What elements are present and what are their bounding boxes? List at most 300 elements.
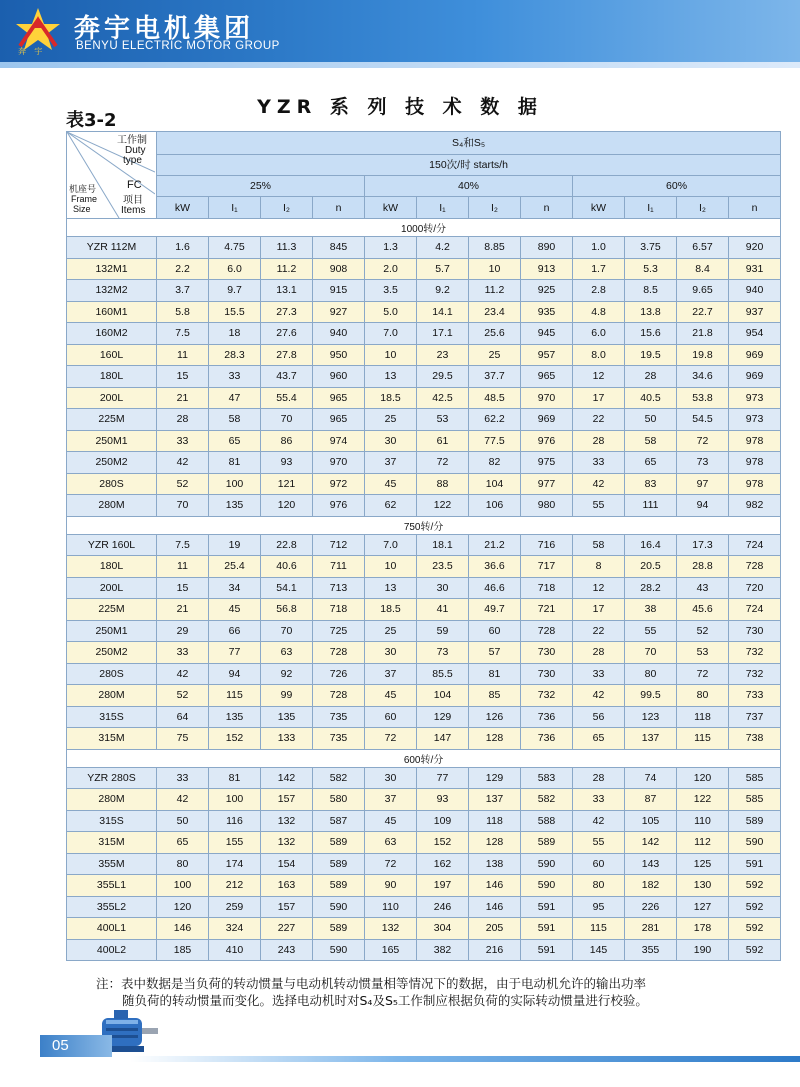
- table-cell: 965: [313, 409, 365, 431]
- table-cell: 185: [157, 939, 209, 961]
- table-cell: 95: [573, 896, 625, 918]
- table-cell: 38: [625, 599, 677, 621]
- table-cell: 937: [729, 301, 781, 323]
- table-cell: 978: [729, 430, 781, 452]
- table-cell: 589: [313, 918, 365, 940]
- table-cell: 110: [677, 810, 729, 832]
- frame-size-cell: 400L2: [67, 939, 157, 961]
- table-cell: 17: [573, 599, 625, 621]
- table-row: [67, 409, 781, 431]
- table-cell: 93: [261, 452, 313, 474]
- corner-duty-cn: 工作制: [117, 135, 147, 146]
- frame-size-cell: 160L: [67, 344, 157, 366]
- table-cell: 3.5: [365, 280, 417, 302]
- table-cell: 7.5: [157, 323, 209, 345]
- table-row: [67, 789, 781, 811]
- table-cell: 52: [677, 620, 729, 642]
- table-cell: 142: [261, 767, 313, 789]
- table-cell: 17.1: [417, 323, 469, 345]
- table-cell: 118: [677, 706, 729, 728]
- table-cell: 6.0: [209, 258, 261, 280]
- table-cell: 22: [573, 620, 625, 642]
- table-row: [67, 875, 781, 897]
- table-row: [67, 853, 781, 875]
- table-cell: 7.5: [157, 534, 209, 556]
- table-cell: 75: [157, 728, 209, 750]
- table-cell: 11.2: [469, 280, 521, 302]
- table-cell: 13: [365, 366, 417, 388]
- frame-size-cell: 355M: [67, 853, 157, 875]
- table-cell: 4.8: [573, 301, 625, 323]
- table-cell: 925: [521, 280, 573, 302]
- frame-size-cell: YZR 160L: [67, 534, 157, 556]
- table-cell: 591: [729, 853, 781, 875]
- frame-size-cell: 132M1: [67, 258, 157, 280]
- table-cell: 146: [469, 896, 521, 918]
- table-cell: 130: [677, 875, 729, 897]
- table-cell: 969: [521, 409, 573, 431]
- table-cell: 11.3: [261, 237, 313, 259]
- table-cell: 50: [625, 409, 677, 431]
- table-cell: 11.2: [261, 258, 313, 280]
- table-cell: 147: [417, 728, 469, 750]
- table-cell: 19.8: [677, 344, 729, 366]
- table-cell: 62.2: [469, 409, 521, 431]
- footer-stripe: [130, 1056, 800, 1062]
- frame-size-cell: 280S: [67, 473, 157, 495]
- table-cell: 935: [521, 301, 573, 323]
- table-cell: 592: [729, 939, 781, 961]
- table-cell: 978: [729, 452, 781, 474]
- table-cell: 97: [677, 473, 729, 495]
- table-cell: 104: [469, 473, 521, 495]
- table-cell: 957: [521, 344, 573, 366]
- table-row: [67, 663, 781, 685]
- table-cell: 730: [521, 663, 573, 685]
- frame-size-cell: 180L: [67, 366, 157, 388]
- table-cell: 718: [521, 577, 573, 599]
- table-cell: 890: [521, 237, 573, 259]
- fc-group-header: 25%: [157, 176, 365, 197]
- logo-caption: 奔 宇: [18, 47, 46, 56]
- table-cell: 728: [729, 556, 781, 578]
- table-cell: 53: [677, 642, 729, 664]
- item-column-header: I₁: [625, 197, 677, 219]
- table-row: [67, 387, 781, 409]
- table-cell: 728: [313, 685, 365, 707]
- frame-size-cell: 315S: [67, 810, 157, 832]
- table-cell: 732: [729, 663, 781, 685]
- table-cell: 720: [729, 577, 781, 599]
- table-cell: 146: [157, 918, 209, 940]
- table-cell: 25: [469, 344, 521, 366]
- table-cell: 733: [729, 685, 781, 707]
- frame-size-cell: 400L1: [67, 918, 157, 940]
- table-cell: 65: [625, 452, 677, 474]
- table-cell: 174: [209, 853, 261, 875]
- table-cell: 954: [729, 323, 781, 345]
- table-cell: 735: [313, 728, 365, 750]
- table-cell: 15.6: [625, 323, 677, 345]
- table-cell: 965: [521, 366, 573, 388]
- item-column-header: kW: [157, 197, 209, 219]
- table-row: [67, 939, 781, 961]
- table-cell: 42: [157, 452, 209, 474]
- table-cell: 99.5: [625, 685, 677, 707]
- table-cell: 120: [157, 896, 209, 918]
- frame-size-cell: 200L: [67, 577, 157, 599]
- table-cell: 133: [261, 728, 313, 750]
- table-cell: 28.3: [209, 344, 261, 366]
- table-cell: 973: [729, 409, 781, 431]
- table-cell: 120: [677, 767, 729, 789]
- table-cell: 42: [573, 473, 625, 495]
- table-cell: 27.3: [261, 301, 313, 323]
- table-cell: 940: [729, 280, 781, 302]
- corner-duty-en2: type: [123, 155, 142, 166]
- table-row: [67, 685, 781, 707]
- table-cell: 190: [677, 939, 729, 961]
- table-cell: 5.3: [625, 258, 677, 280]
- table-row: [67, 237, 781, 259]
- table-cell: 725: [313, 620, 365, 642]
- table-cell: 122: [677, 789, 729, 811]
- table-cell: 22.8: [261, 534, 313, 556]
- footnote-line-2: 随负荷的转动惯量而变化。选择电动机时对S₄及S₅工作制应根据负荷的实际转动惯量进行校验。: [122, 993, 648, 1008]
- corner-frame-cn: 机座号: [69, 184, 97, 194]
- table-cell: 4.75: [209, 237, 261, 259]
- table-cell: 109: [417, 810, 469, 832]
- table-cell: 738: [729, 728, 781, 750]
- table-cell: 960: [313, 366, 365, 388]
- table-cell: 980: [521, 495, 573, 517]
- table-row: [67, 620, 781, 642]
- table-cell: 6.0: [573, 323, 625, 345]
- table-cell: 23.5: [417, 556, 469, 578]
- table-cell: 592: [729, 875, 781, 897]
- table-cell: 64: [157, 706, 209, 728]
- table-cell: 973: [729, 387, 781, 409]
- table-cell: 13.1: [261, 280, 313, 302]
- table-cell: 732: [521, 685, 573, 707]
- table-cell: 132: [261, 832, 313, 854]
- table-cell: 47: [209, 387, 261, 409]
- table-cell: 712: [313, 534, 365, 556]
- table-cell: 123: [625, 706, 677, 728]
- table-cell: 33: [573, 663, 625, 685]
- table-cell: 182: [625, 875, 677, 897]
- table-row: [67, 706, 781, 728]
- table-cell: 15.5: [209, 301, 261, 323]
- table-cell: 913: [521, 258, 573, 280]
- table-cell: 122: [417, 495, 469, 517]
- table-cell: 41: [417, 599, 469, 621]
- table-cell: 259: [209, 896, 261, 918]
- item-column-header: n: [521, 197, 573, 219]
- table-cell: 55: [625, 620, 677, 642]
- table-cell: 135: [261, 706, 313, 728]
- table-cell: 969: [729, 344, 781, 366]
- item-column-header: n: [313, 197, 365, 219]
- frame-size-cell: 315S: [67, 706, 157, 728]
- table-cell: 165: [365, 939, 417, 961]
- frame-size-cell: 225M: [67, 409, 157, 431]
- table-cell: 70: [261, 409, 313, 431]
- table-cell: 138: [469, 853, 521, 875]
- table-cell: 135: [209, 706, 261, 728]
- table-cell: 10: [365, 344, 417, 366]
- table-cell: 2.8: [573, 280, 625, 302]
- table-cell: 45: [209, 599, 261, 621]
- table-cell: 65: [157, 832, 209, 854]
- table-cell: 83: [625, 473, 677, 495]
- table-cell: 592: [729, 918, 781, 940]
- table-cell: 63: [365, 832, 417, 854]
- table-cell: 28: [573, 430, 625, 452]
- table-cell: 132: [365, 918, 417, 940]
- table-row: [67, 258, 781, 280]
- table-cell: 732: [729, 642, 781, 664]
- table-cell: 982: [729, 495, 781, 517]
- item-column-header: I₂: [469, 197, 521, 219]
- table-cell: 10: [469, 258, 521, 280]
- table-cell: 100: [157, 875, 209, 897]
- frame-size-cell: 225M: [67, 599, 157, 621]
- table-cell: 12: [573, 577, 625, 599]
- table-cell: 105: [625, 810, 677, 832]
- table-cell: 589: [313, 832, 365, 854]
- duty-type-value: S₄和S₅: [157, 132, 781, 155]
- table-cell: 28.2: [625, 577, 677, 599]
- table-cell: 30: [365, 642, 417, 664]
- fc-group-header: 40%: [365, 176, 573, 197]
- table-cell: 120: [261, 495, 313, 517]
- table-cell: 85.5: [417, 663, 469, 685]
- page-number: 05: [40, 1035, 112, 1057]
- table-row: [67, 366, 781, 388]
- table-cell: 28: [573, 767, 625, 789]
- table-cell: 3.7: [157, 280, 209, 302]
- table-cell: 99: [261, 685, 313, 707]
- table-label: 表3-2: [66, 110, 117, 131]
- table-cell: 54.5: [677, 409, 729, 431]
- table-cell: 591: [521, 918, 573, 940]
- table-cell: 25: [365, 409, 417, 431]
- table-cell: 2.0: [365, 258, 417, 280]
- table-cell: 90: [365, 875, 417, 897]
- table-cell: 711: [313, 556, 365, 578]
- table-cell: 33: [157, 642, 209, 664]
- table-cell: 118: [469, 810, 521, 832]
- table-row: [67, 430, 781, 452]
- company-name-en: BENYU ELECTRIC MOTOR GROUP: [76, 40, 280, 52]
- table-cell: 931: [729, 258, 781, 280]
- frame-size-cell: 250M2: [67, 452, 157, 474]
- corner-frame-en2: Size: [73, 204, 91, 214]
- table-cell: 8: [573, 556, 625, 578]
- table-cell: 717: [521, 556, 573, 578]
- table-cell: 5.7: [417, 258, 469, 280]
- table-row: [67, 896, 781, 918]
- table-cell: 80: [625, 663, 677, 685]
- table-cell: 975: [521, 452, 573, 474]
- table-cell: 55.4: [261, 387, 313, 409]
- corner-fc: FC: [127, 179, 142, 191]
- table-cell: 53: [417, 409, 469, 431]
- table-cell: 178: [677, 918, 729, 940]
- frame-size-cell: 250M1: [67, 620, 157, 642]
- table-cell: 1.0: [573, 237, 625, 259]
- table-cell: 5.0: [365, 301, 417, 323]
- frame-size-cell: 250M1: [67, 430, 157, 452]
- table-cell: 281: [625, 918, 677, 940]
- table-cell: 16.4: [625, 534, 677, 556]
- table-cell: 45: [365, 810, 417, 832]
- table-cell: 110: [365, 896, 417, 918]
- table-cell: 735: [313, 706, 365, 728]
- table-cell: 28: [625, 366, 677, 388]
- table-cell: 132: [261, 810, 313, 832]
- table-row: [67, 767, 781, 789]
- table-cell: 22.7: [677, 301, 729, 323]
- table-cell: 125: [677, 853, 729, 875]
- table-cell: 5.8: [157, 301, 209, 323]
- table-cell: 25: [365, 620, 417, 642]
- table-cell: 57: [469, 642, 521, 664]
- table-cell: 18.5: [365, 599, 417, 621]
- table-cell: 80: [677, 685, 729, 707]
- table-cell: 9.65: [677, 280, 729, 302]
- footnote-line-1: 注：表中数据是当负荷的转动惯量与电动机转动惯量相等情况下的数据，由于电动机允许的输出功率: [96, 976, 647, 991]
- table-cell: 726: [313, 663, 365, 685]
- table-cell: 157: [261, 789, 313, 811]
- table-cell: 920: [729, 237, 781, 259]
- table-cell: 155: [209, 832, 261, 854]
- table-cell: 18: [209, 323, 261, 345]
- frame-size-cell: 160M1: [67, 301, 157, 323]
- table-cell: 591: [521, 939, 573, 961]
- table-cell: 43: [677, 577, 729, 599]
- table-cell: 324: [209, 918, 261, 940]
- frame-size-cell: 250M2: [67, 642, 157, 664]
- table-cell: 121: [261, 473, 313, 495]
- table-cell: 969: [729, 366, 781, 388]
- table-cell: 3.75: [625, 237, 677, 259]
- table-cell: 721: [521, 599, 573, 621]
- table-cell: 34.6: [677, 366, 729, 388]
- table-cell: 19.5: [625, 344, 677, 366]
- frame-size-cell: 280M: [67, 789, 157, 811]
- table-cell: 27.8: [261, 344, 313, 366]
- table-cell: 72: [365, 728, 417, 750]
- frame-size-cell: 132M2: [67, 280, 157, 302]
- table-cell: 382: [417, 939, 469, 961]
- table-cell: 13: [365, 577, 417, 599]
- table-cell: 583: [521, 767, 573, 789]
- table-cell: 112: [677, 832, 729, 854]
- table-cell: 54.1: [261, 577, 313, 599]
- table-cell: 724: [729, 534, 781, 556]
- table-cell: 137: [625, 728, 677, 750]
- table-cell: 845: [313, 237, 365, 259]
- table-cell: 582: [521, 789, 573, 811]
- table-cell: 212: [209, 875, 261, 897]
- table-cell: 590: [729, 832, 781, 854]
- table-cell: 197: [417, 875, 469, 897]
- table-cell: 42: [573, 810, 625, 832]
- table-cell: 8.0: [573, 344, 625, 366]
- table-cell: 28: [573, 642, 625, 664]
- item-column-header: I₁: [209, 197, 261, 219]
- table-cell: 65: [573, 728, 625, 750]
- speed-section-header: 600转/分: [67, 749, 781, 767]
- table-cell: 46.6: [469, 577, 521, 599]
- frame-size-cell: 315M: [67, 728, 157, 750]
- table-cell: 17.3: [677, 534, 729, 556]
- table-cell: 33: [157, 767, 209, 789]
- table-cell: 115: [573, 918, 625, 940]
- table-cell: 58: [625, 430, 677, 452]
- corner-items-en: Items: [121, 205, 146, 216]
- item-column-header: I₂: [261, 197, 313, 219]
- frame-size-cell: 355L1: [67, 875, 157, 897]
- table-row: [67, 556, 781, 578]
- table-cell: 12: [573, 366, 625, 388]
- table-cell: 53.8: [677, 387, 729, 409]
- table-cell: 970: [313, 452, 365, 474]
- table-cell: 129: [417, 706, 469, 728]
- table-cell: 965: [313, 387, 365, 409]
- table-cell: 81: [469, 663, 521, 685]
- frame-size-cell: 180L: [67, 556, 157, 578]
- table-cell: 6.57: [677, 237, 729, 259]
- frame-size-cell: YZR 280S: [67, 767, 157, 789]
- table-cell: 88: [417, 473, 469, 495]
- item-column-header: I₂: [677, 197, 729, 219]
- table-cell: 115: [677, 728, 729, 750]
- table-cell: 36.6: [469, 556, 521, 578]
- table-cell: 19: [209, 534, 261, 556]
- table-cell: 37: [365, 452, 417, 474]
- table-cell: 590: [521, 853, 573, 875]
- table-cell: 20.5: [625, 556, 677, 578]
- table-cell: 970: [521, 387, 573, 409]
- table-cell: 70: [157, 495, 209, 517]
- table-cell: 42: [573, 685, 625, 707]
- frame-size-cell: 280M: [67, 685, 157, 707]
- table-cell: 976: [521, 430, 573, 452]
- fc-group-header: 60%: [573, 176, 781, 197]
- table-cell: 55: [573, 495, 625, 517]
- table-cell: 23: [417, 344, 469, 366]
- table-cell: 33: [573, 452, 625, 474]
- table-cell: 40.5: [625, 387, 677, 409]
- frame-size-cell: 160M2: [67, 323, 157, 345]
- table-cell: 30: [365, 767, 417, 789]
- table-cell: 585: [729, 767, 781, 789]
- frame-size-cell: 280M: [67, 495, 157, 517]
- table-row: [67, 832, 781, 854]
- table-cell: 77: [209, 642, 261, 664]
- corner-frame-en1: Frame: [71, 194, 98, 204]
- table-cell: 42: [157, 789, 209, 811]
- table-cell: 29: [157, 620, 209, 642]
- table-cell: 589: [313, 853, 365, 875]
- table-cell: 137: [469, 789, 521, 811]
- header-stripe: [0, 62, 800, 68]
- table-cell: 45: [365, 473, 417, 495]
- table-cell: 22: [573, 409, 625, 431]
